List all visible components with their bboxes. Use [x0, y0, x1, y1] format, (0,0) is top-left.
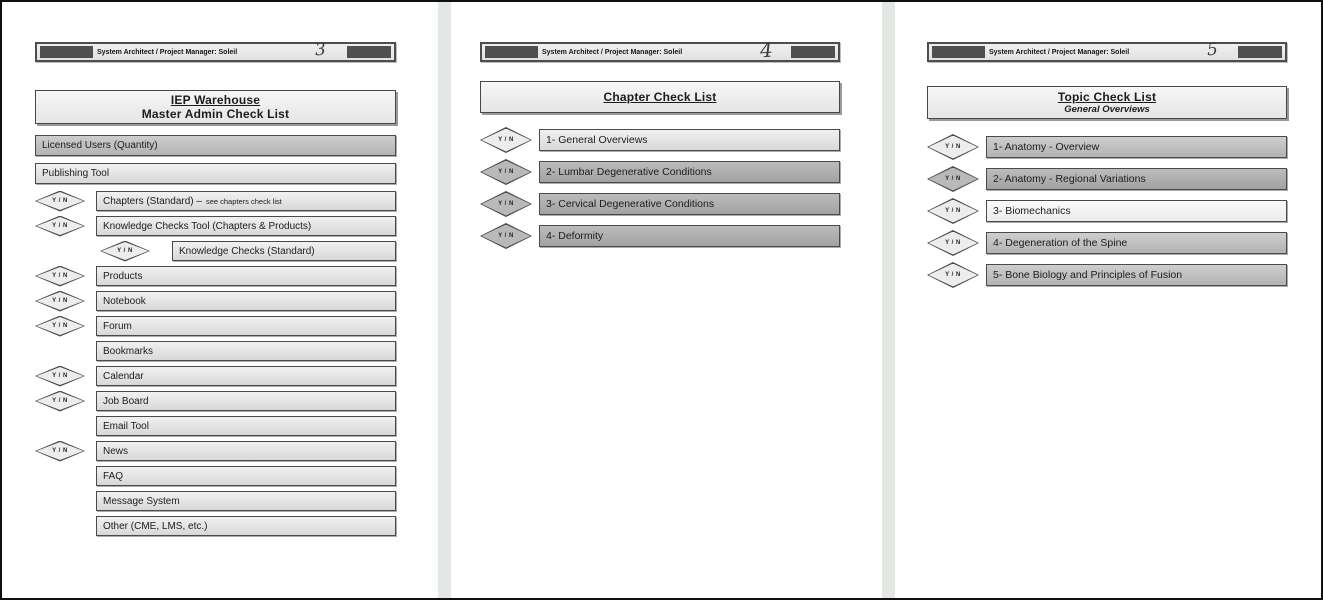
handwritten-page-number: 4	[758, 37, 774, 63]
page-title: Chapter Check List	[603, 90, 717, 104]
checklist-item-box	[96, 266, 396, 286]
checklist-row	[35, 316, 396, 336]
checklist-item-box	[96, 216, 396, 236]
checklist-item-label: FAQ	[103, 470, 124, 482]
yn-label: Y / N	[52, 198, 68, 204]
yn-diamond	[35, 391, 85, 412]
yn-diamond-slot	[927, 230, 986, 256]
yn-diamond-slot	[35, 516, 96, 537]
yn-diamond-slot	[480, 159, 539, 185]
redacted-block-right	[791, 46, 835, 58]
checklist-item-box	[96, 466, 396, 486]
page-header-bar	[35, 39, 396, 62]
checklist-item-label: 1- Anatomy - Overview	[993, 141, 1100, 153]
checklist-item-box	[96, 441, 396, 461]
checklist-item-label: 3- Biomechanics	[993, 205, 1071, 217]
checklist-row	[35, 341, 396, 361]
title-box	[480, 81, 840, 113]
yn-diamond	[35, 291, 85, 312]
checklist-item-label: 1- General Overviews	[546, 134, 648, 146]
checklist-item-label: Notebook	[103, 295, 146, 307]
yn-diamond	[927, 166, 979, 192]
checklist-item-box	[986, 200, 1287, 222]
checklist-row	[35, 216, 396, 236]
checklist-item-label: 2- Lumbar Degenerative Conditions	[546, 166, 712, 178]
yn-diamond	[480, 191, 532, 217]
yn-label: Y / N	[117, 248, 133, 254]
yn-diamond-slot	[35, 491, 96, 512]
yn-label: Y / N	[945, 240, 961, 246]
checklist	[35, 135, 396, 541]
yn-label: Y / N	[498, 233, 514, 239]
checklist-item-box	[539, 129, 840, 151]
page-gutter	[882, 2, 895, 598]
yn-diamond-slot	[35, 416, 96, 437]
checklist-item-box	[35, 135, 396, 156]
yn-diamond	[927, 262, 979, 288]
checklist-item-label: Email Tool	[103, 420, 149, 432]
checklist-row	[927, 168, 1287, 190]
yn-diamond-slot	[35, 216, 96, 237]
header-text: System Architect / Project Manager: Soleil	[97, 48, 238, 56]
yn-diamond-slot	[480, 191, 539, 217]
yn-label: Y / N	[52, 373, 68, 379]
checklist-item-label: 4- Degeneration of the Spine	[993, 237, 1128, 249]
checklist-row	[927, 232, 1287, 254]
checklist-row	[35, 135, 396, 156]
checklist-row	[927, 136, 1287, 158]
checklist-row	[35, 366, 396, 386]
yn-diamond-slot	[35, 316, 96, 337]
yn-diamond	[35, 316, 85, 337]
checklist-row	[35, 441, 396, 461]
page-subtitle: General Overviews	[1064, 104, 1150, 115]
checklist-row	[35, 291, 396, 311]
document-page-5	[895, 2, 1323, 598]
checklist-item-box	[539, 161, 840, 183]
yn-diamond-slot	[35, 266, 96, 287]
yn-diamond	[35, 441, 85, 462]
page-gutter	[438, 2, 451, 598]
checklist-row	[35, 516, 396, 536]
checklist-row	[480, 129, 840, 151]
redacted-block-right	[347, 46, 391, 58]
title-box	[927, 86, 1287, 119]
checklist-item-label: Other (CME, LMS, etc.)	[103, 520, 208, 532]
checklist-row	[35, 163, 396, 184]
checklist-row	[927, 264, 1287, 286]
checklist-row	[35, 416, 396, 436]
yn-label: Y / N	[498, 201, 514, 207]
checklist-item-label: News	[103, 445, 129, 457]
checklist-item-label: 2- Anatomy - Regional Variations	[993, 173, 1146, 185]
yn-diamond	[927, 230, 979, 256]
handwritten-page-number: 5	[1205, 39, 1219, 61]
checklist-item-box	[96, 341, 396, 361]
yn-label: Y / N	[498, 169, 514, 175]
checklist-item-label: Forum	[103, 320, 132, 332]
checklist-row	[35, 266, 396, 286]
yn-diamond-slot	[35, 191, 96, 212]
yn-diamond-slot	[35, 291, 96, 312]
page-title: Topic Check List	[1057, 90, 1157, 104]
handwritten-page-number: 3	[314, 39, 327, 61]
checklist-item-box	[96, 291, 396, 311]
checklist-item-label: Calendar	[103, 370, 144, 382]
yn-label: Y / N	[52, 323, 68, 329]
yn-diamond-slot	[480, 223, 539, 249]
yn-diamond	[100, 241, 150, 262]
checklist-row	[480, 225, 840, 247]
checklist-item-label: Bookmarks	[103, 345, 154, 357]
yn-diamond-slot	[927, 166, 986, 192]
checklist-row	[35, 241, 396, 261]
yn-diamond	[35, 366, 85, 387]
yn-label: Y / N	[945, 176, 961, 182]
yn-diamond	[35, 216, 85, 237]
yn-diamond	[927, 134, 979, 160]
yn-diamond-slot	[927, 134, 986, 160]
redacted-block-right	[1238, 46, 1282, 58]
checklist-row	[35, 466, 396, 486]
checklist-item-box	[35, 163, 396, 184]
checklist-row	[35, 191, 396, 211]
checklist-item-box	[96, 316, 396, 336]
checklist-item-label: Publishing Tool	[42, 168, 110, 179]
checklist-item-box	[96, 416, 396, 436]
checklist-item-label: 5- Bone Biology and Principles of Fusion	[993, 269, 1183, 281]
yn-label: Y / N	[945, 144, 961, 150]
checklist-item-label: 4- Deformity	[546, 230, 604, 242]
checklist-item-label: Products	[103, 270, 143, 282]
page-title-line2: Master Admin Check List	[141, 107, 290, 121]
yn-diamond	[480, 127, 532, 153]
checklist-item-box	[539, 193, 840, 215]
yn-label: Y / N	[52, 298, 68, 304]
yn-diamond	[480, 159, 532, 185]
checklist	[480, 129, 840, 257]
yn-diamond-slot	[927, 262, 986, 288]
checklist-item-box	[986, 232, 1287, 254]
page-title: IEP Warehouse	[170, 93, 261, 107]
yn-label: Y / N	[52, 448, 68, 454]
checklist-item-label: Knowledge Checks Tool (Chapters & Products)	[103, 220, 312, 232]
checklist-row	[927, 200, 1287, 222]
checklist-row	[480, 161, 840, 183]
checklist-item-label: 3- Cervical Degenerative Conditions	[546, 198, 715, 210]
yn-diamond-slot	[480, 127, 539, 153]
redacted-block-left	[932, 46, 985, 58]
document-page-3	[4, 2, 438, 598]
yn-diamond	[927, 198, 979, 224]
yn-label: Y / N	[52, 223, 68, 229]
yn-diamond-slot	[927, 198, 986, 224]
yn-diamond-slot	[35, 366, 96, 387]
checklist-item-label: Knowledge Checks (Standard)	[179, 245, 315, 257]
checklist-row	[35, 491, 396, 511]
checklist-item-box	[96, 366, 396, 386]
checklist	[927, 136, 1287, 296]
checklist-item-box	[96, 516, 396, 536]
checklist-row	[35, 391, 396, 411]
checklist-item-box	[96, 491, 396, 511]
yn-label: Y / N	[498, 137, 514, 143]
yn-diamond-slot	[35, 441, 96, 462]
yn-label: Y / N	[52, 398, 68, 404]
checklist-item-label: Message System	[103, 495, 180, 507]
checklist-item-label: Licensed Users (Quantity)	[42, 140, 158, 151]
yn-diamond	[35, 266, 85, 287]
checklist-item-box	[986, 264, 1287, 286]
yn-diamond-slot	[35, 341, 96, 362]
checklist-item-box	[96, 191, 396, 211]
checklist-item-label: Job Board	[103, 395, 149, 407]
page-header-bar	[927, 39, 1287, 62]
redacted-block-left	[485, 46, 538, 58]
yn-diamond	[480, 223, 532, 249]
checklist-item-note: see chapters check list	[205, 196, 282, 206]
checklist-item-box	[96, 391, 396, 411]
checklist-row	[480, 193, 840, 215]
checklist-item-box	[986, 136, 1287, 158]
checklist-item-box	[172, 241, 396, 261]
header-text: System Architect / Project Manager: Soleil	[542, 48, 683, 56]
yn-diamond-slot	[100, 241, 172, 262]
checklist-item-label: Chapters (Standard) –	[103, 195, 202, 207]
yn-diamond-slot	[35, 391, 96, 412]
yn-label: Y / N	[945, 272, 961, 278]
title-box	[35, 90, 396, 124]
yn-label: Y / N	[52, 273, 68, 279]
yn-diamond	[35, 191, 85, 212]
yn-diamond-slot	[35, 466, 96, 487]
checklist-item-box	[986, 168, 1287, 190]
redacted-block-left	[40, 46, 93, 58]
checklist-item-box	[539, 225, 840, 247]
page-header-bar	[480, 37, 840, 63]
yn-label: Y / N	[945, 208, 961, 214]
document-page-4	[451, 2, 882, 598]
header-text: System Architect / Project Manager: Soleil	[989, 48, 1130, 56]
